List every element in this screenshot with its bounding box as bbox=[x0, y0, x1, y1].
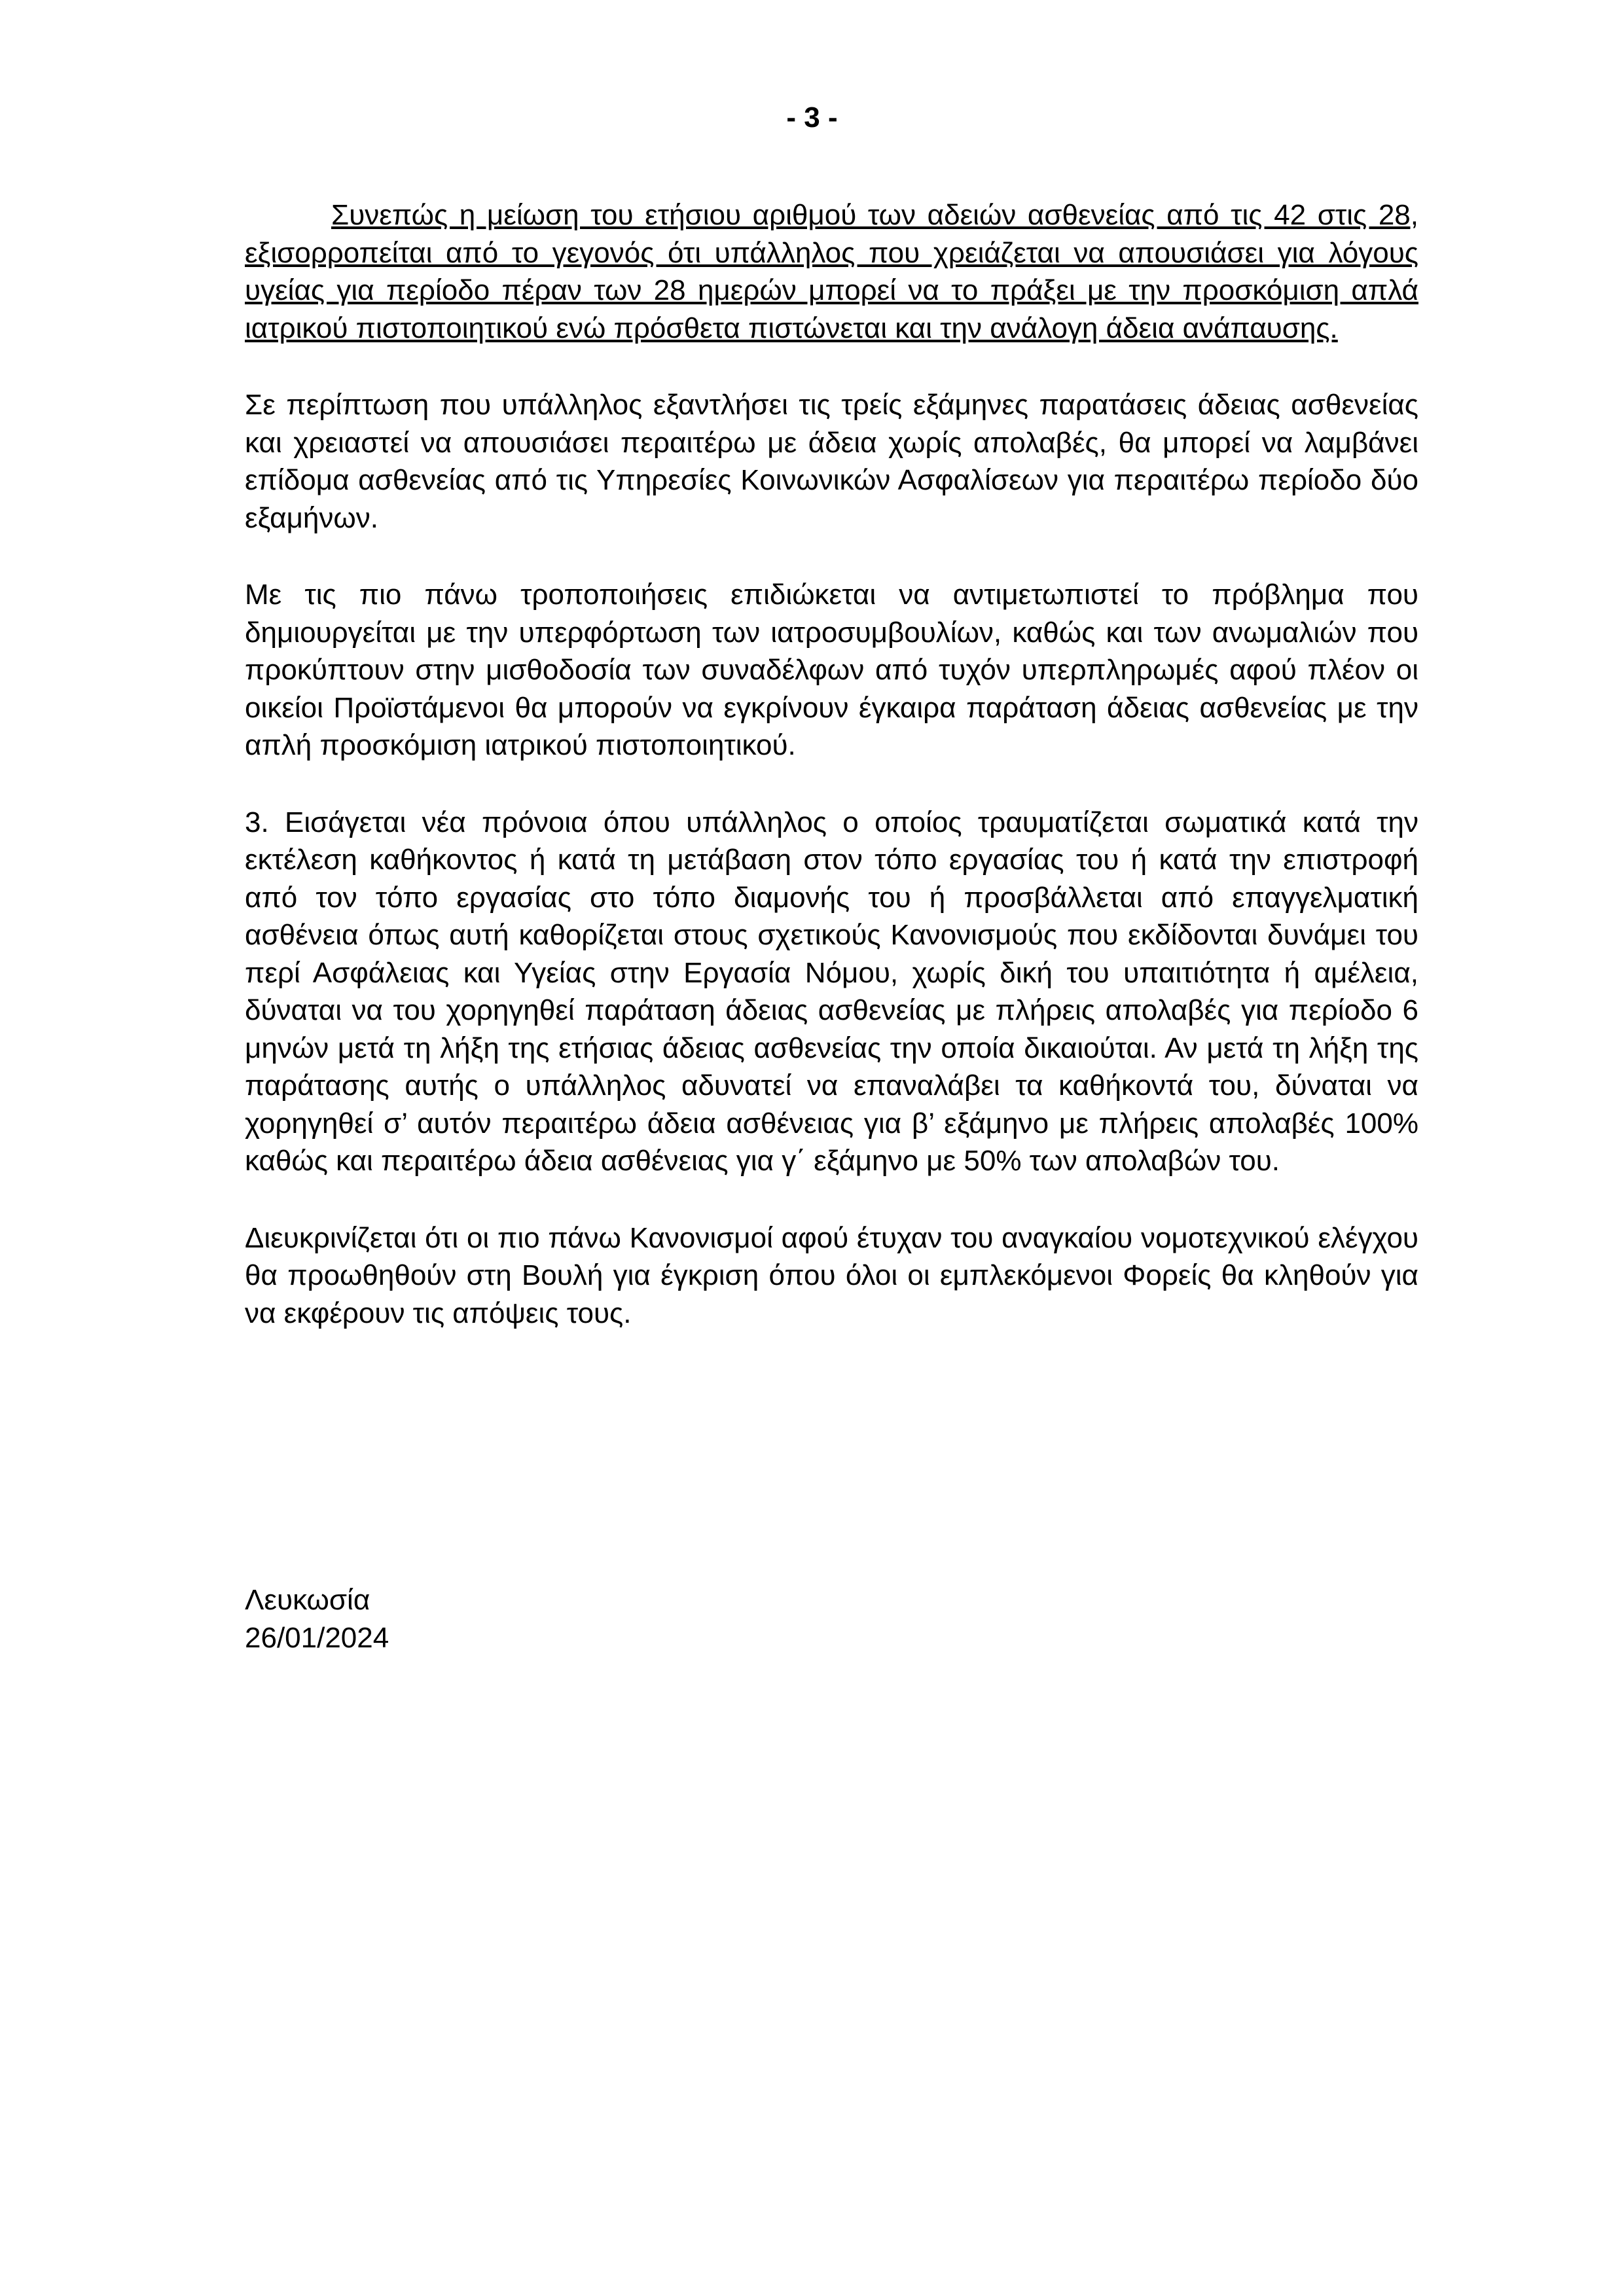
paragraph-sickness-benefit: Σε περίπτωση που υπάλληλος εξαντλήσει τις τρείς εξάμηνες παρατάσεις άδειας ασθενείας και χρειαστεί να απουσιάσει περαιτέρω με άδεια χωρίς απολαβές, θα μπορεί να λαμβάνει επίδομα ασθενείας από τις Υπηρεσίες Κοινωνικών Ασφαλίσεων για περαιτέρω περίοδο δύο εξαμήνων. bbox=[245, 389, 1418, 534]
place-label: Λευκωσία bbox=[245, 1584, 370, 1616]
paragraph-new-provision-3: 3. Εισάγεται νέα πρόνοια όπου υπάλληλος ο οποίος τραυματίζεται σωματικά κατά την εκτέλεση καθήκοντος ή κατά τη μετάβαση στον τόπο εργασίας του ή κατά την επιστροφή από τον τόπο εργασίας στο τόπο διαμονής του ή προσβάλλεται από επαγγελματική ασθένεια όπως αυτή καθορίζεται στους σχετικούς Κανονισμούς που εκδίδονται δυνάμει του περί Ασφάλειας και Υγείας στην Εργασία Νόμου, χωρίς δική του υπαιτιότητα ή αμέλεια, δύναται να του χορηγηθεί παράταση άδειας ασθενείας με πλήρεις απολαβές για περίοδο 6 μηνών μετά τη λήξη της ετήσιας άδειας ασθενείας την οποία δικαιούται. Αν μετά τη λήξη της παράτασης αυτής ο υπάλληλος αδυνατεί να επαναλάβει τα καθήκοντά του, δύναται να χορηγηθεί σ’ αυτόν περαιτέρω άδεια ασθένειας για β’ εξάμηνο με πλήρεις απολαβές 100% καθώς και περαιτέρω άδεια ασθένειας για γ΄ εξάμηνο με 50% των απολαβών του. bbox=[245, 806, 1418, 1177]
paragraph-sick-leave-reduction: Συνεπώς η μείωση του ετήσιου αριθμού των αδειών ασθενείας από τις 42 στις 28, εξισορροπείται από το γεγονός ότι υπάλληλος που χρειάζεται να απουσιάσει για λόγους υγείας για περίοδο πέραν των 28 ημερών μπορεί να το πράξει με την προσκόμιση απλά ιατρικού πιστοποιητικού ενώ πρόσθετα πιστώνεται και την ανάλογη άδεια ανάπαυσης. bbox=[245, 199, 1418, 344]
date-label: 26/01/2024 bbox=[245, 1621, 389, 1654]
signature-block bbox=[245, 1581, 389, 1657]
page-number: - 3 - bbox=[786, 101, 838, 134]
paragraph-amendments-purpose: Με τις πιο πάνω τροποποιήσεις επιδιώκεται να αντιμετωπιστεί το πρόβλημα που δημιουργείται με την υπερφόρτωση των ιατροσυμβουλίων, καθώς και των ανωμαλιών που προκύπτουν στην μισθοδοσία των συναδέλφων από τυχόν υπερπληρωμές αφού πλέον οι οικείοι Προϊστάμενοι θα μπορούν να εγκρίνουν έγκαιρα παράταση άδειας ασθενείας με την απλή προσκόμιση ιατρικού πιστοποιητικού. bbox=[245, 579, 1418, 761]
document-body bbox=[245, 196, 1418, 1371]
paragraph-parliament-submission: Διευκρινίζεται ότι οι πιο πάνω Κανονισμοί αφού έτυχαν του αναγκαίου νομοτεχνικού ελέγχου θα προωθηθούν στη Βουλή για έγκριση όπου όλοι οι εμπλεκόμενοι Φορείς θα κληθούν για να εκφέρουν τις απόψεις τους. bbox=[245, 1221, 1418, 1329]
